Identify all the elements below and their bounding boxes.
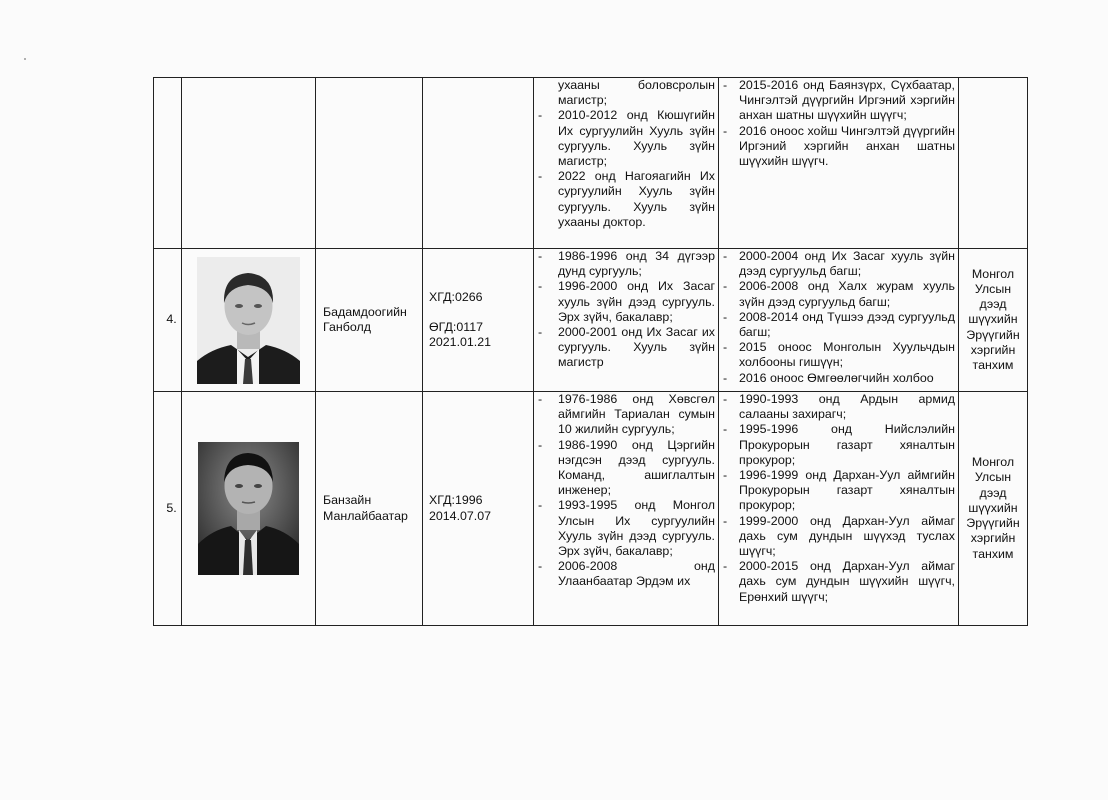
list-item: - 2000-2001 онд Их Засаг их сургууль. Хууль зүйн магистр	[534, 325, 715, 371]
education-cell	[534, 78, 719, 249]
list-item: - 2015 оноос Монголын Хуульчдын холбооны гишүүн;	[719, 340, 955, 370]
table-row	[154, 249, 1028, 392]
candidate-name	[316, 392, 423, 626]
candidate-name-second: Ганболд	[323, 320, 371, 334]
row-number	[154, 78, 182, 249]
row-number: 5.	[154, 392, 182, 626]
certificate-cell	[423, 78, 534, 249]
photo-cell	[182, 392, 316, 626]
list-item: - 2015-2016 онд Баянзүрх, Сүхбаатар, Чингэлтэй дүүргийн Иргэний хэргийн анхан шатны шүүхийн шүүгч;	[719, 78, 955, 124]
candidate-name-first: Бадамдоогийн	[323, 304, 407, 319]
list-item: - 2022 онд Нагояагийн Их сургуулийн Хууль зүйн сургууль. Хууль зүйн ухааны доктор.	[534, 169, 715, 230]
certificate-number: ӨГД:0117	[429, 319, 483, 334]
list-item: - 1976-1986 онд Хөвсгөл аймгийн Тариалан сумын 10 жилийн сургууль;	[534, 392, 715, 438]
certificate-date: 2021.01.21	[429, 335, 492, 350]
scan-speck	[24, 58, 26, 60]
list-item: - 1986-1990 онд Цэргийн нэгдсэн дээд сургууль. Команд, ашиглалтын инженер;	[534, 438, 715, 499]
candidate-name	[316, 78, 423, 249]
list-item: - 2010-2012 онд Кюшүгийн Их сургуулийн Хууль зүйн сургууль. Хууль зүйн магистр;	[534, 108, 715, 169]
candidate-name	[316, 249, 423, 392]
list-item: - 2008-2014 онд Түшээ дээд сургуульд багш;	[719, 310, 955, 340]
photo-cell	[182, 78, 316, 249]
list-item: - 2006-2008 онд Халх журам хууль зүйн дээд сургуульд багш;	[719, 279, 955, 309]
list-item: - 1995-1996 онд Нийслэлийн Прокурорын газарт хяналтын прокурор;	[719, 422, 955, 468]
list-item: - 1986-1996 онд 34 дүгээр дунд сургууль;	[534, 249, 715, 279]
certificate-date: 2014.07.07	[429, 508, 492, 523]
candidate-name-first: Банзайн	[323, 493, 372, 508]
certificate-cell	[423, 249, 534, 392]
career-cell	[719, 392, 959, 626]
court-chamber: Монгол Улсын дээд шүүхийн Эрүүгийн хэргийн танхим	[959, 392, 1028, 626]
list-item: - 1996-2000 онд Их Засаг хууль зүйн дээд сургууль. Эрх зүйч, бакалавр;	[534, 279, 715, 325]
row-number: 4.	[154, 249, 182, 392]
certificate-cell	[423, 392, 534, 626]
candidate-portrait-photo	[198, 442, 299, 575]
candidates-table	[153, 77, 1028, 626]
list-item: - 1996-1999 онд Дархан-Уул аймгийн Прокурорын газарт хяналтын прокурор;	[719, 468, 955, 514]
candidate-name-second: Манлайбаатар	[323, 508, 408, 523]
list-item: - 1999-2000 онд Дархан-Уул аймаг дахь сум дундын шүүхэд туслах шүүгч;	[719, 514, 955, 560]
list-item: ухааны боловсролын магистр;	[558, 78, 715, 108]
list-item: - 2016 оноос Өмгөөлөгчийн холбоо	[719, 371, 955, 386]
list-item: - 2000-2015 онд Дархан-Уул аймаг дахь сум дундын шүүхийн шүүгч, Ерөнхий шүүгч;	[719, 559, 955, 605]
list-item: - 2000-2004 онд Их Засаг хууль зүйн дээд сургуульд багш;	[719, 249, 955, 279]
certificate-number: ХГД:1996	[429, 493, 483, 508]
photo-cell	[182, 249, 316, 392]
education-cell	[534, 392, 719, 626]
table-row	[154, 78, 1028, 249]
candidate-portrait-photo	[197, 257, 300, 384]
court-chamber	[959, 78, 1028, 249]
list-item: - 1990-1993 онд Ардын армид салааны захирагч;	[719, 392, 955, 422]
table-row	[154, 392, 1028, 626]
list-item: - 2016 оноос хойш Чингэлтэй дүүргийн Иргэний хэргийн анхан шатны шүүхийн шүүгч.	[719, 124, 955, 170]
certificate-number: ХГД:0266	[429, 289, 483, 304]
list-item: - 1993-1995 онд Монгол Улсын Их сургуулийн Хууль зүйн дээд сургууль. Эрх зүйч, бакалавр;	[534, 498, 715, 559]
education-cell	[534, 249, 719, 392]
career-cell	[719, 249, 959, 392]
career-cell	[719, 78, 959, 249]
court-chamber: Монгол Улсын дээд шүүхийн Эрүүгийн хэргийн танхим	[959, 249, 1028, 392]
list-item: - 2006-2008 онд Улаанбаатар Эрдэм их	[534, 559, 715, 589]
